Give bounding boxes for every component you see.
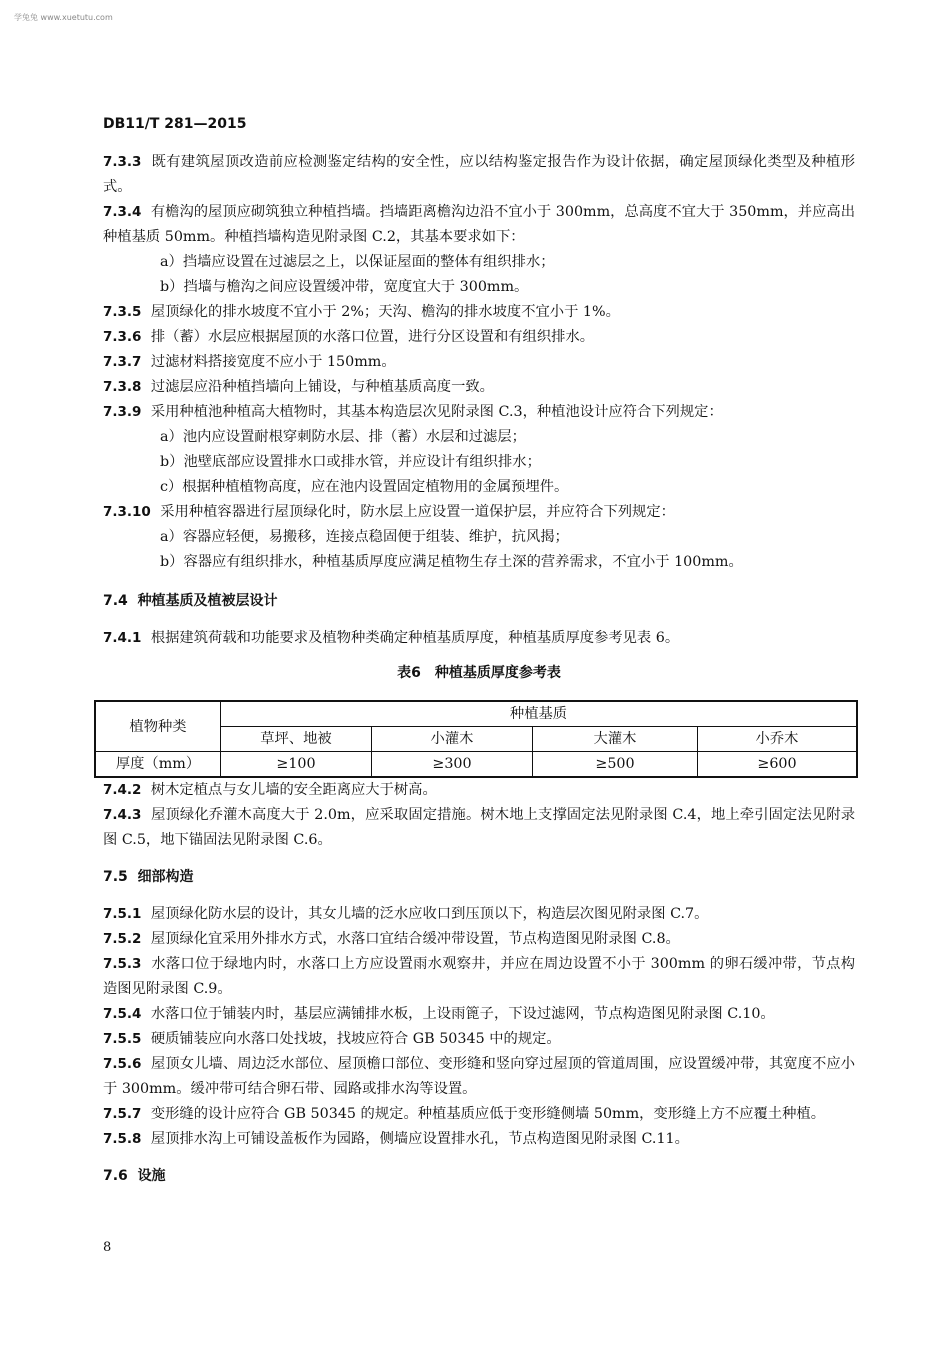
clause-number: 7.5.4 [103, 1006, 142, 1022]
clause-paragraph [103, 375, 855, 400]
clause-text: 硬质铺装应向水落口处找坡，找坡应符合 GB 50345 中的规定。 [150, 1031, 561, 1047]
list-item: b）挡墙与檐沟之间应设置缓冲带，宽度宜大于 300mm。 [160, 279, 529, 295]
clause-paragraph [103, 500, 855, 525]
clause-number: 7.3.9 [103, 404, 142, 420]
table-column-header: 大灌木 [533, 727, 698, 752]
list-item: b）容器应有组织排水，种植基质厚度应满足植物生存土深的营养需求，不宜小于 100mm。 [160, 554, 743, 570]
clause-number: 7.5.5 [103, 1031, 142, 1047]
clause-number: 7.5.7 [103, 1106, 142, 1122]
clause-number: 7.3.7 [103, 354, 142, 370]
substrate-thickness-table [94, 700, 858, 778]
table-row-header: 植物种类 [95, 701, 221, 752]
clause-text: 树木定植点与女儿墙的安全距离应大于树高。 [150, 782, 437, 798]
clause-7-4-1 [103, 626, 855, 651]
table-caption: 表6 种植基质厚度参考表 [397, 665, 561, 681]
clause-text: 水落口位于绿地内时，水落口上方应设置雨水观察井，并应在周边设置不小于 300mm 的卵石缓冲带，节点构造图见附录图 C.9。 [103, 956, 855, 997]
clause-number: 7.5.6 [103, 1056, 142, 1072]
table-cell: ≥600 [698, 752, 858, 778]
clause-paragraph [103, 927, 855, 952]
clause-text: 屋顶绿化乔灌木高度大于 2.0m，应采取固定措施。树木地上支撑固定法见附录图 C.4，地上牵引固定法见附录图 C.5，地下锚固法见附录图 C.6。 [103, 807, 855, 848]
clause-number: 7.3.6 [103, 329, 142, 345]
clause-text: 屋顶绿化的排水坡度不宜小于 2%；天沟、檐沟的排水坡度不宜小于 1%。 [150, 304, 620, 320]
clause-paragraph [103, 200, 855, 250]
clause-text: 既有建筑屋顶改造前应检测鉴定结构的安全性，应以结构鉴定报告作为设计依据，确定屋顶绿化类型及种植形式。 [103, 154, 855, 195]
clause-text: 根据建筑荷载和功能要求及植物种类确定种植基质厚度，种植基质厚度参考见表 6。 [150, 630, 680, 646]
clause-text: 屋顶女儿墙、周边泛水部位、屋顶檐口部位、变形缝和竖向穿过屋顶的管道周围，应设置缓冲带，其宽度不应小于 300mm。缓冲带可结合卵石带、园路或排水沟等设置。 [103, 1056, 855, 1097]
page-number: 8 [103, 1240, 112, 1255]
section-heading-7-4: 7.4 种植基质及植被层设计 [103, 593, 278, 609]
table-cell: ≥100 [221, 752, 372, 778]
list-item: a）池内应设置耐根穿刺防水层、排（蓄）水层和过滤层； [160, 429, 526, 445]
clause-number: 7.3.5 [103, 304, 142, 320]
clause-paragraph [103, 902, 855, 927]
clause-paragraph [103, 1052, 855, 1102]
clause-paragraph [103, 150, 855, 200]
clause-number: 7.4.1 [103, 630, 142, 646]
clause-text: 变形缝的设计应符合 GB 50345 的规定。种植基质应低于变形缝侧墙 50mm，变形缝上方不应覆土种植。 [150, 1106, 826, 1122]
clause-text: 水落口位于铺装内时，基层应满铺排水板，上设雨篦子，下设过滤网，节点构造图见附录图 C.10。 [150, 1006, 775, 1022]
clauses-7-3 [103, 150, 855, 575]
clause-paragraph [103, 952, 855, 1002]
clause-text: 过滤材料搭接宽度不应小于 150mm。 [150, 354, 396, 370]
clause-text: 采用种植池种植高大植物时，其基本构造层次见附录图 C.3，种植池设计应符合下列规定： [150, 404, 723, 420]
clauses-7-5 [103, 902, 855, 1152]
list-item: a）挡墙应设置在过滤层之上，以保证屋面的整体有组织排水； [160, 254, 555, 270]
clause-paragraph [103, 400, 855, 425]
watermark: 学兔兔 www.xuetutu.com [14, 13, 113, 22]
section-heading-7-5: 7.5 细部构造 [103, 869, 194, 885]
clause-paragraph [103, 325, 855, 350]
clause-number: 7.3.3 [103, 154, 142, 170]
clause-paragraph [103, 1002, 855, 1027]
clause-paragraph [103, 1102, 855, 1127]
clause-number: 7.3.10 [103, 504, 151, 520]
table-cell: ≥500 [533, 752, 698, 778]
clause-text: 有檐沟的屋顶应砌筑独立种植挡墙。挡墙距离檐沟边沿不宜小于 300mm，总高度不宜大于 350mm，并应高出种植基质 50mm。种植挡墙构造见附录图 C.2，其基本要求如下： [103, 204, 855, 245]
clause-number: 7.5.1 [103, 906, 142, 922]
clause-paragraph [103, 350, 855, 375]
clause-number: 7.3.4 [103, 204, 142, 220]
clause-text: 屋顶绿化防水层的设计，其女儿墙的泛水应收口到压顶以下，构造层次图见附录图 C.7。 [150, 906, 709, 922]
clause-text: 屋顶绿化宜采用外排水方式，水落口宜结合缓冲带设置，节点构造图见附录图 C.8。 [150, 931, 680, 947]
clause-number: 7.4.2 [103, 782, 142, 798]
clause-text: 排（蓄）水层应根据屋顶的水落口位置，进行分区设置和有组织排水。 [150, 329, 595, 345]
clause-number: 7.5.2 [103, 931, 142, 947]
table-column-header: 小灌木 [372, 727, 533, 752]
list-item: b）池壁底部应设置排水口或排水管，并应设计有组织排水； [160, 454, 541, 470]
table-group-header: 种植基质 [221, 701, 858, 727]
list-item: c）根据种植植物高度，应在池内设置固定植物用的金属预埋件。 [160, 479, 569, 495]
clause-text: 屋顶排水沟上可铺设盖板作为园路，侧墙应设置排水孔，节点构造图见附录图 C.11。 [150, 1131, 689, 1147]
table-column-header: 小乔木 [698, 727, 858, 752]
clause-paragraph [103, 1127, 855, 1152]
clause-paragraph [103, 803, 855, 853]
section-heading-7-6: 7.6 设施 [103, 1168, 166, 1184]
table-column-header: 草坪、地被 [221, 727, 372, 752]
clause-paragraph [103, 778, 855, 803]
clauses-7-4-2-3 [103, 778, 855, 853]
clause-text: 过滤层应沿种植挡墙向上铺设，与种植基质高度一致。 [150, 379, 494, 395]
clause-number: 7.4.3 [103, 807, 142, 823]
page-content [103, 150, 855, 1201]
document-number: DB11/T 281—2015 [103, 116, 247, 132]
clause-text: 采用种植容器进行屋顶绿化时，防水层上应设置一道保护层，并应符合下列规定： [160, 504, 675, 520]
list-item: a）容器应轻便，易搬移，连接点稳固便于组装、维护，抗风揭； [160, 529, 569, 545]
clause-number: 7.5.3 [103, 956, 142, 972]
table-cell: ≥300 [372, 752, 533, 778]
clause-number: 7.3.8 [103, 379, 142, 395]
clause-paragraph [103, 626, 855, 651]
clause-paragraph [103, 1027, 855, 1052]
table-row-label: 厚度（mm） [95, 752, 221, 778]
clause-number: 7.5.8 [103, 1131, 142, 1147]
clause-paragraph [103, 300, 855, 325]
